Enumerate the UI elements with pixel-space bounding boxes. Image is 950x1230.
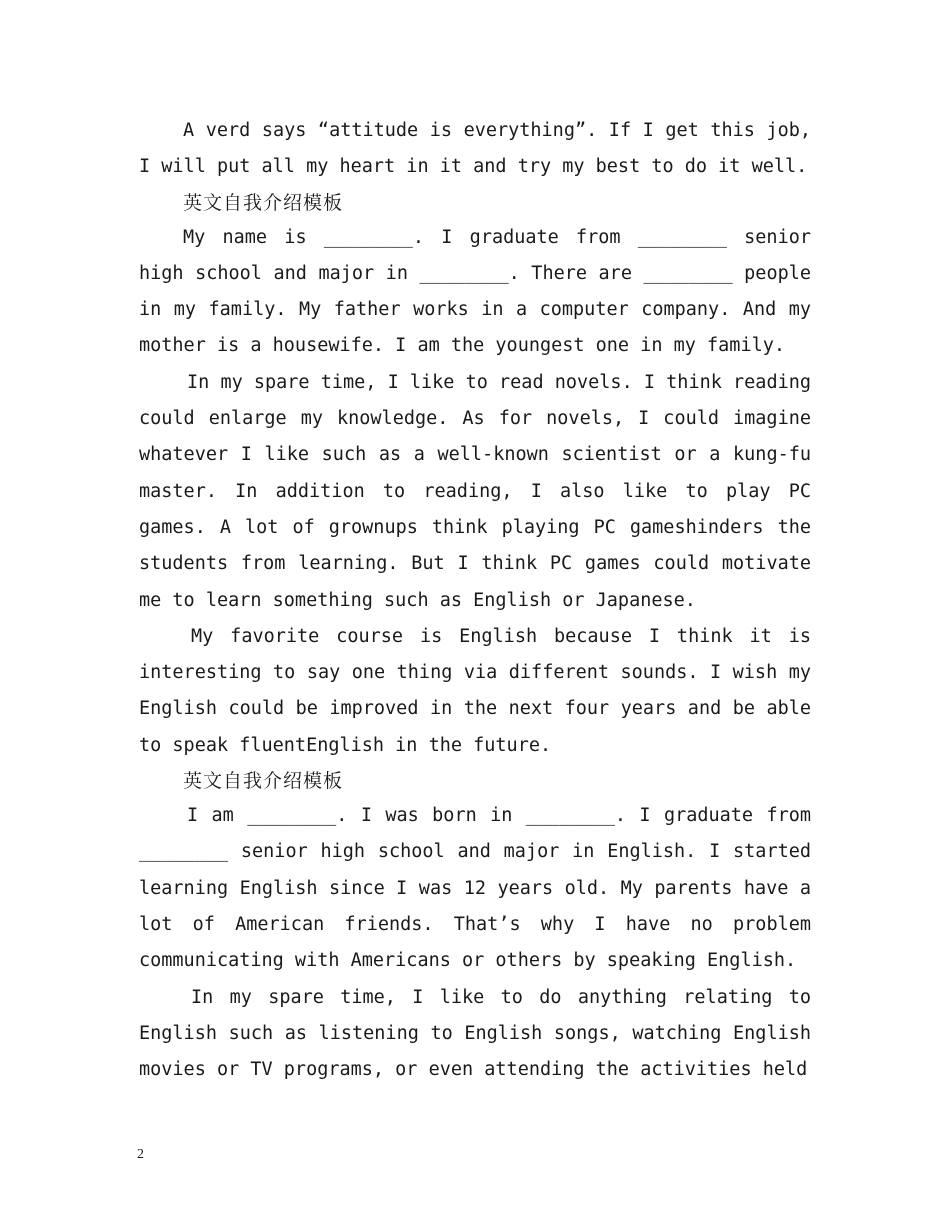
paragraph-introduction: I am ________. I was born in ________. I graduate from ________ senior high school and major in English. I started learning English since I was 12 years old. My parents have a lot of American friends. That’s why I have no problem communicating with Americans or others by speaking English. [139,805,811,972]
paragraph-attitude: A verd says “attitude is everything”. If I get this job, I will put all my heart in it and try my best to do it well. [139,120,811,178]
paragraph-spare-time: In my spare time, I like to do anything relating to English such as listening to English songs, watching English movies or TV programs, or even attending the activities held [139,986,811,1081]
page-body [139,113,811,1088]
page-number: 2 [137,1147,144,1162]
paragraph-hobbies: In my spare time, I like to read novels. I think reading could enlarge my knowledge. As for novels, I could imagine whatever I like such as a well-known scientist or a kung-fu master. In addition to reading, I also like to play PC games. A lot of grownups think playing PC gameshinders the students from learning. But I think PC games could motivate me to learn something such as English or Japanese. [139,371,811,611]
section-heading: 英文自我介绍模板 [183,191,344,214]
paragraph-family: My name is ________. I graduate from ________ senior high school and major in ________. There are ________ people in my family. My father works in a computer company. And my mother is a housewife. I am the youngest one in my family. [139,226,811,357]
paragraph-favorite-course: My favorite course is English because I think it is interesting to say one thing via different sounds. I wish my English could be improved in the next four years and be able to speak fluentEnglish in the future. [139,625,811,756]
section-heading: 英文自我介绍模板 [183,770,344,793]
